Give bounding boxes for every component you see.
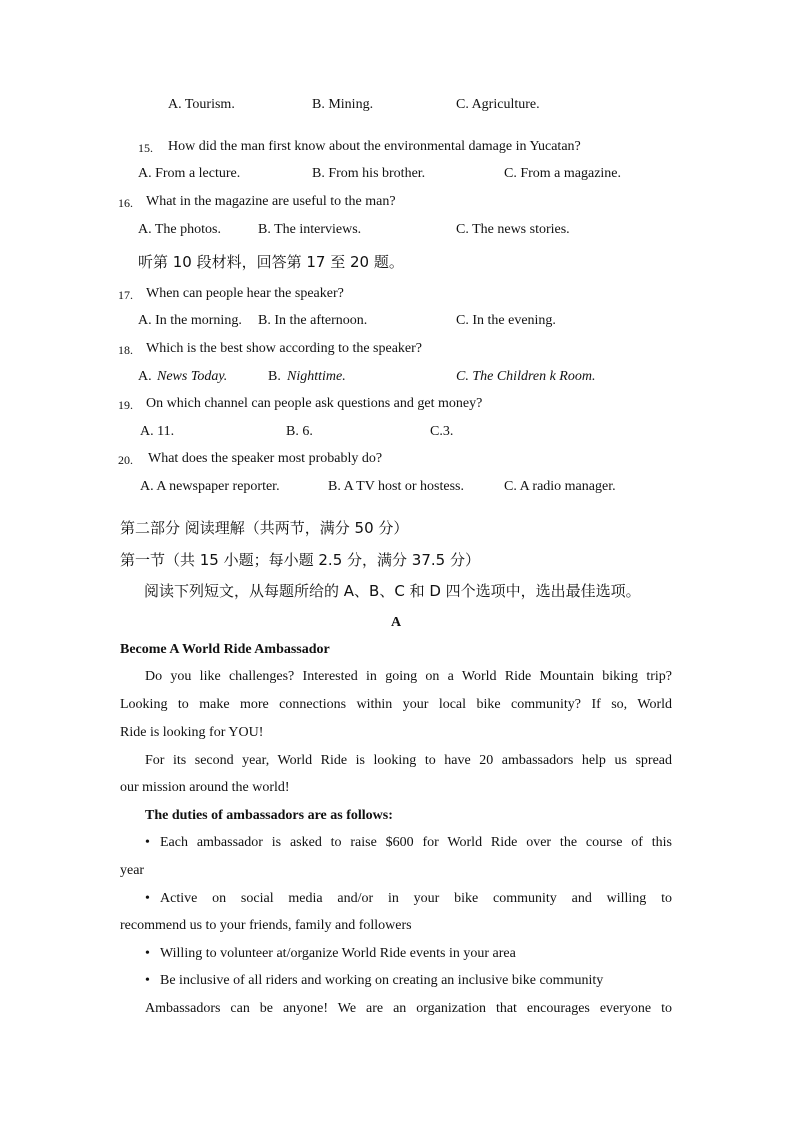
q19-question: On which channel can people ask questions and get money? (146, 396, 483, 411)
q14-option-c: C. Agriculture. (456, 97, 540, 112)
q19-number: 19. (118, 398, 133, 412)
reading-instructions: 阅读下列短文，从每题所给的 A、B、C 和 D 四个选项中，选出最佳选项。 (144, 582, 641, 600)
q19-option-c: C.3. (430, 424, 454, 439)
q16-question: What in the magazine are useful to the man? (146, 194, 396, 209)
q16-option-c: C. The news stories. (456, 222, 570, 237)
para2-line2: our mission around the world! (120, 780, 290, 795)
q17-number: 17. (118, 288, 133, 302)
q19-option-b: B. 6. (286, 424, 313, 439)
para1-line1: Do you like challenges? Interested in going on a World Ride Mountain biking trip? (145, 669, 672, 684)
q19-option-a: A. 11. (140, 424, 175, 439)
q18-option-c: C. The Children k Room. (456, 369, 596, 384)
q20-question: What does the speaker most probably do? (148, 451, 383, 466)
bullet-icon: • (145, 891, 150, 906)
q18-question: Which is the best show according to the speaker? (146, 341, 423, 356)
q20-option-b: B. A TV host or hostess. (328, 479, 465, 494)
q17-option-a: A. In the morning. (138, 313, 242, 328)
q15-option-b: B. From his brother. (312, 166, 426, 181)
q17-option-c: C. In the evening. (456, 313, 556, 328)
duties-heading: The duties of ambassadors are as follows: (145, 808, 393, 823)
q18-option-a-letter: A. (138, 369, 152, 384)
section1-title: 第一节（共 15 小题；每小题 2.5 分，满分 37.5 分） (120, 551, 480, 569)
passage-label: A (391, 615, 402, 630)
q16-number: 16. (118, 196, 133, 210)
para3-line1: Ambassadors can be anyone! We are an organization that encourages everyone to (145, 1001, 672, 1016)
duty4: Be inclusive of all riders and working on creating an inclusive bike community (160, 973, 604, 988)
duty2-line1: Active on social media and/or in your bike community and willing to (160, 891, 672, 906)
q18-option-a-text: News Today. (157, 369, 228, 384)
q20-number: 20. (118, 453, 133, 467)
para1-line3: Ride is looking for YOU! (120, 725, 264, 740)
q14-option-a: A. Tourism. (168, 97, 235, 112)
q20-option-c: C. A radio manager. (504, 479, 616, 494)
q18-option-b-letter: B. (268, 369, 281, 384)
q16-option-b: B. The interviews. (258, 222, 362, 237)
duty1-line1: Each ambassador is asked to raise $600 for World Ride over the course of this (160, 835, 672, 850)
q17-question: When can people hear the speaker? (146, 286, 344, 301)
section-10-heading: 听第 10 段材料，回答第 17 至 20 题。 (138, 253, 404, 271)
q15-question: How did the man first know about the environmental damage in Yucatan? (168, 139, 581, 154)
bullet-icon: • (145, 835, 150, 850)
q16-option-a: A. The photos. (138, 222, 221, 237)
para2-line1: For its second year, World Ride is looking to have 20 ambassadors help us spread (145, 753, 672, 768)
duty1-line2: year (120, 863, 145, 878)
q15-number: 15. (138, 141, 153, 155)
bullet-icon: • (145, 946, 150, 961)
para1-line2: Looking to make more connections within your local bike community? If so, World (120, 697, 672, 712)
q18-number: 18. (118, 343, 133, 357)
bullet-icon: • (145, 973, 150, 988)
passage-title: Become A World Ride Ambassador (120, 642, 330, 657)
q15-option-c: C. From a magazine. (504, 166, 622, 181)
q14-option-b: B. Mining. (312, 97, 374, 112)
q18-option-b-text: Nighttime. (287, 369, 346, 384)
q20-option-a: A. A newspaper reporter. (140, 479, 280, 494)
part2-title: 第二部分 阅读理解（共两节，满分 50 分） (120, 519, 409, 537)
duty2-line2: recommend us to your friends, family and followers (120, 918, 412, 933)
q15-option-a: A. From a lecture. (138, 166, 241, 181)
q17-option-b: B. In the afternoon. (258, 313, 368, 328)
duty3: Willing to volunteer at/organize World Ride events in your area (160, 946, 516, 961)
